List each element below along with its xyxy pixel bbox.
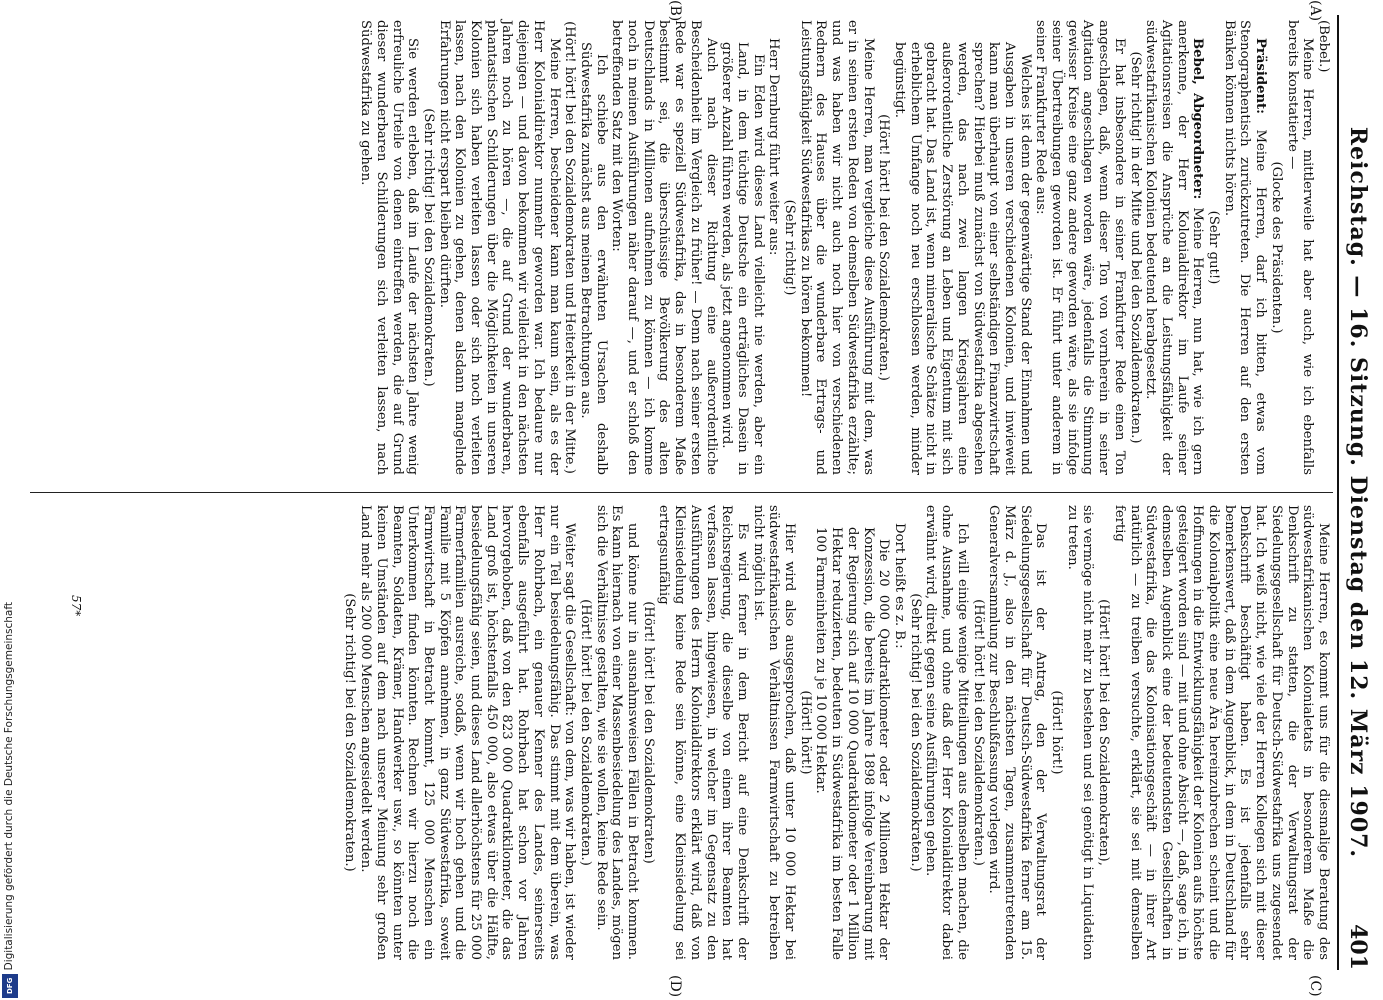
paragraph xyxy=(750,505,797,960)
paragraph xyxy=(891,505,907,960)
paragraph-text: (Hört! hört! bei den Sozialdemokraten und Heiterkeit in der Mitte.) xyxy=(562,21,578,474)
paragraph xyxy=(907,505,923,960)
paragraph-text: (Sehr gut!) xyxy=(1206,210,1222,285)
paragraph-text: (Bebel.) xyxy=(1316,20,1331,73)
paragraph-text: Meine Herren, bescheidener kann man kaum sein, als es der Herr Kolonialdirektor nunmehr geworden war. Ich bedaure nur diejenigen — und davon bekommen wir vielleicht in den nächsten Jahren noch zu hören —, die auf Grund der wunderbaren, phantastischen Schilderungen über die Möglichkeiten in unseren Kolonien sich haben verleiten lassen oder sich noch verleiten lassen, nach den Kolonien zu gehen, denen alsdann mangelnde Erfahrungen nicht erspart bleiben dürften. xyxy=(436,20,562,475)
paragraph xyxy=(562,20,578,475)
paragraph-text: Ich will einige wenige Mitteilungen aus demselben machen, die ohne Ausnahme, und ohne daß der Herr Kolonialdirektor dabei erwähnt wird, direkt gegen seine Ausführungen gehen. xyxy=(923,505,970,960)
paragraph-text: (Sehr richtig! bei den Sozialdemokraten.) xyxy=(907,593,923,872)
paragraph-text: und könne nur in ausnahmsweisen Fällen in Betracht kommen. Es kann hiernach von einer Massenbesiedelung des Landes, mögen sich die Verhältnisse gestalten, wie sie wollen, keine Rede sein. xyxy=(593,505,641,960)
paragraph xyxy=(1048,505,1064,960)
paragraph-text: (Sehr richtig! bei den Sozialdemokraten.) xyxy=(342,593,358,872)
paragraph-text: Sie werden erleben, daß im Laufe der nächsten Jahre wenig erfreuliche Urteile von denen eintreffen werden, die auf Grund dieser wunderbaren Schilderungen sich verleiten lassen, nach Südwestafrika zu gehen. xyxy=(358,20,421,475)
paragraph-text: Meine Herren, mittlerweile hat aber auch, wie ich ebenfalls bereits konstatierte — xyxy=(1284,20,1316,475)
paragraph-text: (Hört! hört! bei den Sozialdemokraten.) xyxy=(970,599,986,866)
paragraph-text: Meine Herren, es kommt uns für die diesmalige Beratung des südwestafrikanischen Kolonialetats in besonderem Maße die Denkschrift zu statten, die der Verwaltungsrat der Siedelungsgesellschaft für Deutsch-Südwestafrika uns zugesendet hat. Ich weiß nicht, wie viele der Herren Kollegen sich mit dieser Denkschrift beschäftigt haben. Es ist jedenfalls sehr bemerkenswert, daß in dem Augenblick, in dem in Deutschland für die Kolonialpolitik eine neue Ära hereinzubrechen scheint und die Hoffnungen in die Entwicklungsfähigkeit der Kolonien aufs höchste gesteigert worden sind — mit und ohne Absicht —, daß, sage ich, in demselben Augenblick eine der bedeutendsten Gesellschaften in Südwestafrika, die das Kolonisationsgeschäft — in ihrer Art natürlich — zu treiben versuchte, erklärt, sie sei mit demselben fertig xyxy=(1111,505,1331,960)
margin-letter-c: (C) xyxy=(1307,975,1323,997)
paragraph xyxy=(357,505,577,960)
paragraph-text: (Sehr richtig! in der Mitte und bei den Sozialdemokraten.) xyxy=(1127,51,1143,444)
paragraph xyxy=(970,505,986,960)
paragraph xyxy=(1111,505,1331,960)
paragraph-text: (Hört! hört!) xyxy=(797,690,813,775)
paragraph-text: (Hört! hört! bei den Sozialdemokraten) xyxy=(640,601,656,864)
paragraph xyxy=(577,505,593,960)
paragraph xyxy=(656,505,750,960)
paragraph xyxy=(797,20,876,475)
paragraph xyxy=(1064,505,1095,960)
paragraph-text: (Sehr richtig! bei den Sozialdemokraten.) xyxy=(420,108,436,387)
speaker-name: Präsident: xyxy=(1253,38,1269,115)
paragraph xyxy=(891,42,1032,475)
paragraph xyxy=(813,527,892,960)
paragraph xyxy=(1033,20,1127,475)
paragraph-text: (Hört! hört! bei den Sozialdemokraten), xyxy=(1096,599,1112,866)
paragraph-text: Meine Herren, man vergleiche diese Ausführung mit dem, was er in seinen ersten Reden von demselben Südwestafrika erzählte; und was haben wir nicht auch noch hier von verschiedenen Rednern des Hauses über die wunderbare Ertrags- und Leistungsfähigkeit Südwestafrikas zu hören bekommen! xyxy=(797,20,876,475)
dfg-logo: DFG xyxy=(2,974,18,998)
left-column xyxy=(30,20,1331,475)
margin-letter-a: (A) xyxy=(1307,0,1323,22)
margin-letter-d: (D) xyxy=(667,975,683,998)
paragraph-text: Dort heißt es z. B.: xyxy=(892,523,908,649)
paragraph xyxy=(420,20,436,475)
page-header xyxy=(1337,15,1373,970)
paragraph-text: Die 20 000 Quadratkilometer oder 2 Millionen Hektar der Konzession, die bereits im Jahre 1898 infolge Vereinbarung mit der Regierung sich auf 10 000 Quadratkilometer oder 1 Million Hektar reduzierten, bedeuten in Südwestafrika im besten Falle 100 Farmeinheiten zu je 10 000 Hektar. xyxy=(813,527,892,960)
paragraph-text: Meine Herren, nun hat, wie ich gern anerkenne, der Herr Kolonialdirektor im Laufe seiner Agitationsreisen die Ansprüche an die Leistungsfähigkeit der südwestafrikanischen Kolonien bedeutend herabgesetzt. xyxy=(1143,20,1206,476)
paragraph xyxy=(1095,505,1111,960)
paragraph xyxy=(876,20,892,475)
paragraph xyxy=(781,20,797,475)
paragraph xyxy=(640,505,656,960)
paragraph xyxy=(342,505,358,960)
paragraph-text: Ein Eden wird dieses Land vielleicht nie werden, aber ein Land, in dem tüchtige Deutsche ein erträgliches Dasein in größerer Anzahl führen werden, als jetzt angenommen wird. xyxy=(719,42,766,475)
footer-signature: 57* xyxy=(69,595,83,617)
paragraph xyxy=(797,505,813,960)
side-credit xyxy=(0,601,20,1000)
paragraph xyxy=(1221,20,1268,475)
paragraph xyxy=(1268,20,1284,475)
paragraph-text: Ich schiebe aus den erwähnten Ursachen deshalb Südwestafrika zunächst aus meinen Betrachtungen aus. xyxy=(577,42,609,475)
paragraph xyxy=(923,505,970,960)
paragraph xyxy=(1127,20,1143,475)
paragraph-text: (Hört! hört! bei den Sozialdemokraten.) xyxy=(577,599,593,866)
column-divider xyxy=(30,492,1333,493)
paragraph-text: (Glocke des Präsidenten.) xyxy=(1268,161,1284,334)
margin-letter-b: (B) xyxy=(667,0,683,22)
page-title: Reichstag. — 16. Sitzung. Dienstag den 12. März 1907. xyxy=(1345,126,1371,859)
paragraph-text: Hier wird also ausgesprochen, daß unter 10 000 Hektar bei südwestafrikanischen Verhältnissen Farmwirtschaft zu betreiben nicht möglich ist. xyxy=(750,505,798,960)
paragraph-text: Herr Dernburg führt weiter aus: xyxy=(766,38,782,256)
paragraph xyxy=(593,505,640,960)
paragraph xyxy=(986,505,1049,960)
paragraph xyxy=(436,20,562,475)
speaker-name: Bebel, Abgeordneter: xyxy=(1190,38,1206,200)
paragraph xyxy=(1315,20,1331,475)
paragraph-text: (Hört! hört! bei den Sozialdemokraten.) xyxy=(876,114,892,381)
page-number: 401 xyxy=(1345,924,1371,970)
paragraph-text: Welches ist denn der gegenwärtige Stand der Einnahmen und Ausgaben in unseren verschiedenen Kolonien, und inwieweit kann man überhaupt von einer selbständigen Finanzwirtschaft sprechen? Hierbei muß zunächst von Südwestafrika abgesehen werden, das nach zwei langen Kriegsjahren eine außerordentliche Zerstörung an Leben und Eigentum mit sich gebracht hat. Das Land ist, wenn mineralische Schätze nicht in erheblichem Umfange noch neu erschlossen werden, minder begünstigt. xyxy=(892,42,1033,475)
paragraph-text: Er hat insbesondere in seiner Frankfurter Rede einen Ton angeschlagen, daß, wenn dieser Ton von vornherein in seiner Agitation angeschlagen worden wäre, jedenfalls die Stimmung gewisser Kreise eine ganz andere geworden wäre, als sie infolge seiner Übertreibungen geworden ist. Er führt unter anderem in seiner Frankfurter Rede aus: xyxy=(1033,20,1127,475)
paragraph xyxy=(609,20,719,475)
paragraph xyxy=(357,20,420,475)
right-column xyxy=(30,505,1331,960)
paragraph-text: Das ist der Antrag, den der Verwaltungsrat der Siedelungsgesellschaft für Deutsch-Südwestafrika ferner am 15. März d. J., also in den nächsten Tagen, zusammentretenden Generalversammlung zur Beschlußfassung vorlegen wird. xyxy=(986,505,1049,960)
paragraph xyxy=(1205,20,1221,475)
paragraph-text: (Sehr richtig!) xyxy=(782,199,798,296)
paragraph xyxy=(1143,20,1206,475)
paragraph xyxy=(719,42,766,475)
paragraph xyxy=(577,42,608,475)
paragraph-text: (Hört! hört!) xyxy=(1049,690,1065,775)
paragraph-text: Auch nach dieser Richtung eine außerordentliche Bescheidenheit im Vergleich zu früher! — Denn nach seiner ersten Rede war es speziell Südwestafrika, das in besonderem Maße bestimmt sei, die überschüssige Bevölkerung des alten Deutschlands in Millionen aufnehmen zu können — ich komme noch in meinen Ausführungen näher darauf —, und er schloß den betreffenden Satz mit den Worten: xyxy=(609,20,719,475)
side-credit-text: Digitalisierung gefördert durch die Deutsche Forschungsgemeinschaft xyxy=(3,601,15,970)
paragraph-text: Es wird ferner in dem Bericht auf eine Denkschrift der Reichsregierung, die dieselbe von einem ihrer Beamten hat verfassen lassen, hingewiesen, in welcher im Gegensatz zu den Ausführungen des Herrn Kolonialdirektors erklärt wird, daß von Kleinsiedelung keine Rede sein könne, eine Kleinsiedelung sei ertragsunfähig xyxy=(656,505,750,960)
paragraph xyxy=(1284,20,1315,475)
paragraph xyxy=(766,20,782,475)
paragraph-text: Meine Herren, darf ich bitten, etwas vom Stenographentisch zurückzutreten. Die Herren auf den ersten Bänken können nichts hören. xyxy=(1221,20,1269,475)
paragraph-text: Weiter sagt die Gesellschaft: von dem, was wir haben, ist wieder nur ein Teil besiedelungsfähig. Das stimmt mit dem überein, was Herr Rohrbach, ein genauer Kenner des Landes, seinerseits ebenfalls ausgeführt hat. Rohrbach hat schon vor Jahren hervorgehoben, daß von den 823 000 Quadratkilometer, die das Land groß ist, höchstenfalls 450 000, also etwas über die Hälfte, besiedelungsfähig seien, und dieses Land allerhöchstens für 25 000 Farmerfamilien ausreiche, sodaß, wenn wir hoch gehen und die Familie mit 5 Köpfen annehmen, in ganz Südwestafrika, soweit Farmwirtschaft in Betracht kommt, 125 000 Menschen ein Unterkommen finden könnten. Rechnen wir hierzu noch die Beamten, Soldaten, Krämer, Handwerker usw., so könnten unter keinen Umständen auf dem nach unserer Meinung sehr großen Land mehr als 200 000 Menschen angesiedelt werden. xyxy=(358,505,578,960)
paragraph-text: sie vermöge nicht mehr zu bestehen und sei genötigt in Liquidation zu treten. xyxy=(1064,505,1096,960)
